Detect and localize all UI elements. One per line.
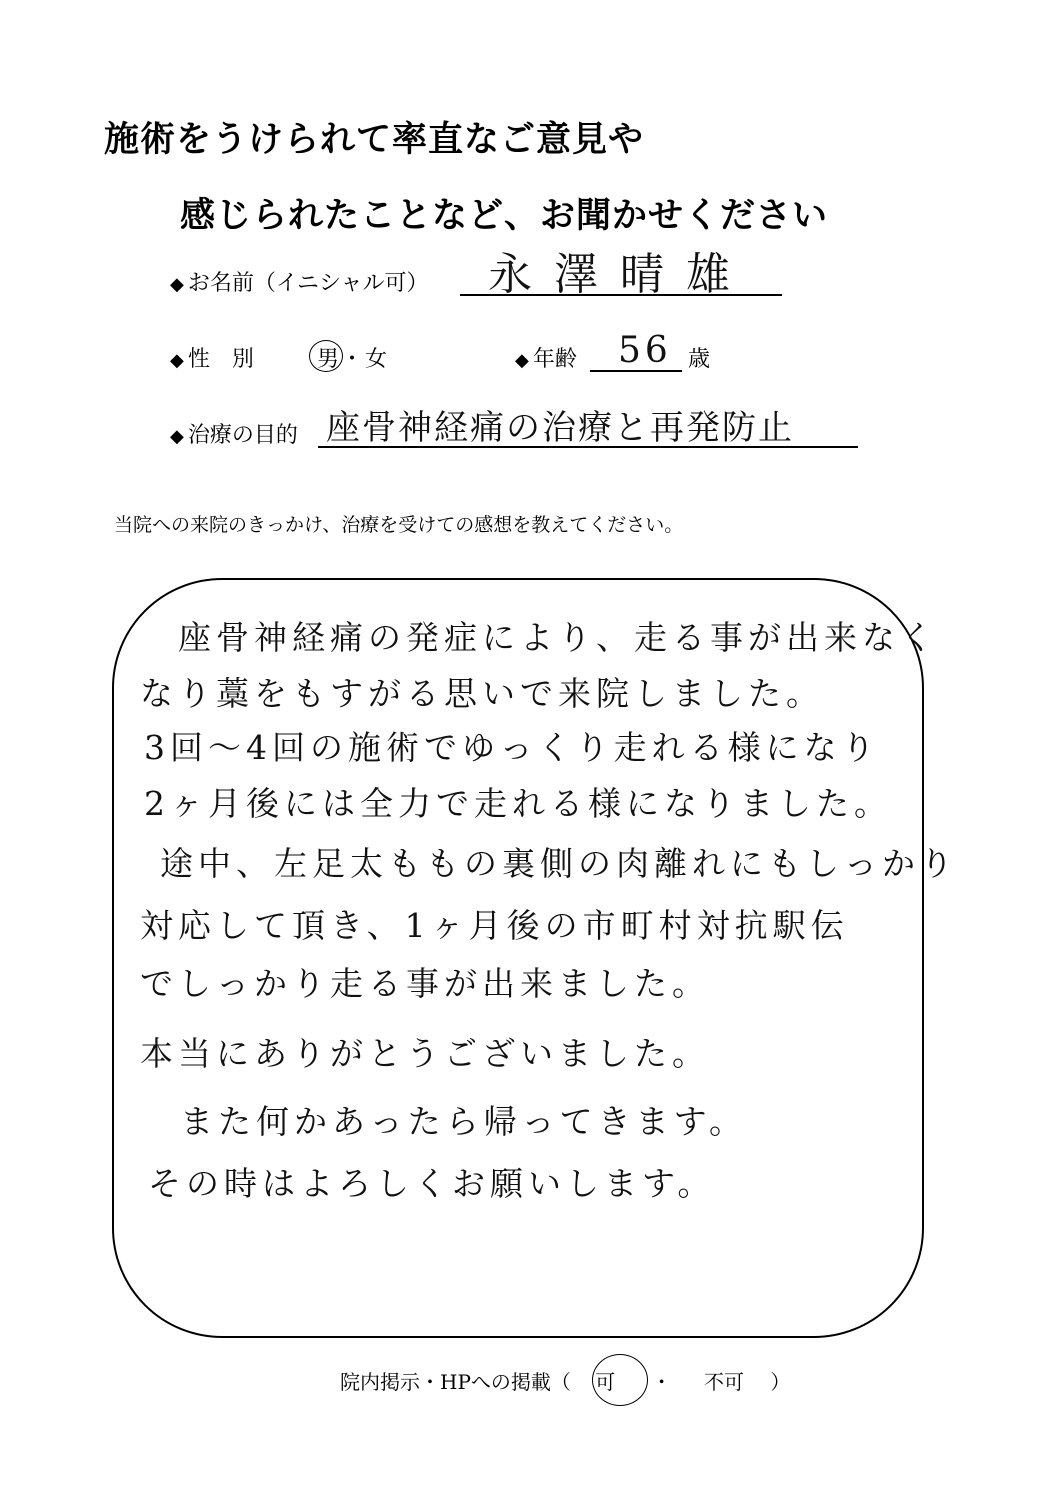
answer-line-2: なり藁をもすがる思いで来院しました。 xyxy=(140,674,824,713)
gender-options[interactable]: 男・女 xyxy=(317,347,390,372)
name-field-label xyxy=(170,266,429,297)
answer-line-10: その時はよろしくお願いします。 xyxy=(148,1164,716,1203)
answer-line-3: 3回〜4回の施術でゆっくり走れる様になり xyxy=(144,728,880,767)
name-underline xyxy=(460,294,782,296)
form-title-line2: 感じられたことなど、お聞かせください xyxy=(180,195,829,236)
age-value: 56 xyxy=(618,330,672,371)
gender-label-text: 性 別 xyxy=(187,347,254,372)
name-label-text: お名前（イニシャル可） xyxy=(187,271,429,296)
diamond-bullet-icon: ◆ xyxy=(170,274,184,295)
answer-line-6: 対応して頂き、1ヶ月後の市町村対抗駅伝 xyxy=(140,906,849,945)
purpose-field-label xyxy=(170,418,298,449)
answer-line-1: 座骨神経痛の発症により、走る事が出来なく xyxy=(178,618,938,657)
consent-selected-circle xyxy=(592,1354,648,1406)
purpose-value: 座骨神経痛の治療と再発防止 xyxy=(326,408,794,448)
gender-field-label xyxy=(170,342,254,373)
purpose-label-text: 治療の目的 xyxy=(187,423,298,448)
diamond-bullet-icon: ◆ xyxy=(170,350,184,371)
gender-selected-circle xyxy=(309,340,343,372)
age-unit: 歳 xyxy=(688,347,711,372)
name-value: 永澤晴雄 xyxy=(488,249,752,300)
consent-label: 院内掲示・HPへの掲載（ xyxy=(340,1370,571,1394)
diamond-bullet-icon: ◆ xyxy=(170,426,184,447)
answer-line-4: 2ヶ月後には全力で走れる様になりました。 xyxy=(144,784,892,823)
question-text: 当院への来院のきっかけ、治療を受けての感想を教えてください。 xyxy=(114,514,684,536)
age-field-label xyxy=(515,342,577,373)
consent-option-no[interactable]: 不可 xyxy=(703,1370,744,1394)
consent-option-yes[interactable]: 可 xyxy=(595,1370,616,1394)
answer-line-7: でしっかり走る事が出来ました。 xyxy=(140,964,710,1003)
answer-line-8: 本当にありがとうございました。 xyxy=(140,1034,710,1073)
consent-separator: ・ xyxy=(651,1370,672,1394)
consent-close-paren: ） xyxy=(770,1370,791,1394)
answer-line-5: 途中、左足太ももの裏側の肉離れにもしっかり xyxy=(160,844,958,883)
diamond-bullet-icon: ◆ xyxy=(515,350,529,371)
publish-consent xyxy=(340,1366,790,1395)
age-label-text: 年齢 xyxy=(532,347,577,372)
purpose-underline xyxy=(318,446,858,448)
age-underline xyxy=(590,370,682,372)
form-title-line1: 施術をうけられて率直なご意見や xyxy=(104,119,645,160)
answer-line-9: また何かあったら帰ってきます。 xyxy=(180,1102,748,1141)
